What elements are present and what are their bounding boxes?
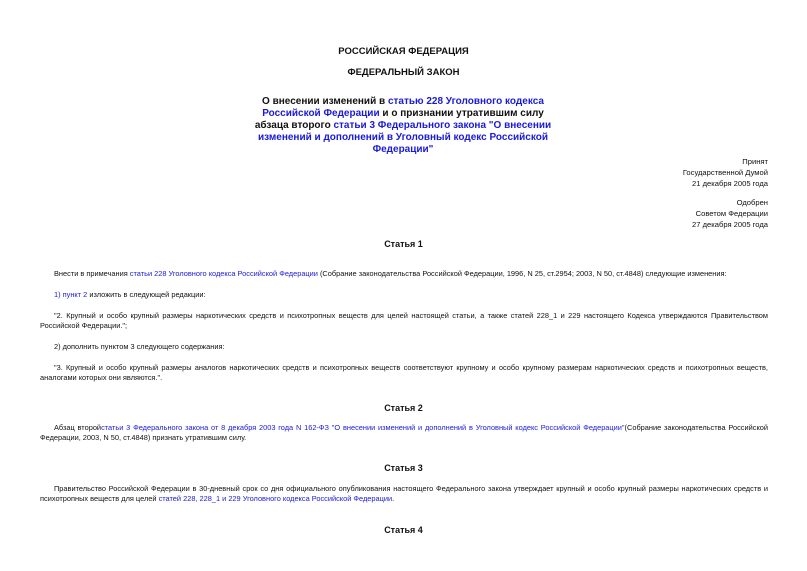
art3-link-articles-228-229[interactable]: статей 228, 228_1 и 229 Уголовного кодекса Российской Федерации (158, 494, 393, 504)
art1-paragraph-item-2: 2) дополнить пунктом 3 следующего содержания: (54, 342, 225, 351)
art1-paragraph-quote-3: "3. Крупный и особо крупный размеры аналогов наркотических средств и психотропных веществ соответствуют крупному и особо крупному размерам наркотических средств и психотропных веществ, аналогами которых они являются.". (40, 363, 768, 383)
article-1-heading: Статья 1 (384, 239, 423, 249)
art1-p1-pre: Внести в примечания (54, 269, 130, 278)
art3-pre: Правительство Российской Федерации в 30-дневный срок со дня официального опубликования настоящего Федерального закона утверждает крупный и особо крупный размеры наркотических средств и психотропных веществ для целей (40, 484, 768, 504)
adopted-line-2: Государственной Думой (682, 168, 768, 177)
art1-paragraph-item-1 (40, 290, 768, 300)
art2-pre: Абзац второй (54, 423, 102, 432)
approved-line-2: Советом Федерации (695, 209, 768, 218)
art1-link-point-2[interactable]: 1) пункт 2 (54, 290, 88, 299)
adopted-line-1: Принят (742, 157, 768, 166)
article-4-heading: Статья 4 (384, 525, 423, 535)
art1-p2-post: изложить в следующей редакции: (87, 290, 206, 299)
art2-link-law-162-fz[interactable]: статьи 3 Федерального закона от 8 декабря 2003 года N 162-ФЗ "О внесении изменений и дополнений в Уголовный кодекс Российской Федерации" (101, 423, 625, 432)
approved-line-3: 27 декабря 2005 года (692, 220, 768, 229)
art1-paragraph-quote-2: "2. Крупный и особо крупный размеры наркотических средств и психотропных веществ для целей настоящей статьи, а также статей 228_1 и 229 настоящего Кодекса утверждаются Правительством Российской Федерации."; (40, 311, 768, 331)
title-text-1: О внесении изменений в (262, 96, 388, 107)
approved-block (692, 197, 768, 230)
article-3-heading: Статья 3 (384, 463, 423, 473)
art1-paragraph-intro (40, 269, 768, 279)
title-text-2: и о признании утратившим силу абзаца второго (254, 108, 544, 131)
doc-type-heading: ФЕДЕРАЛЬНЫЙ ЗАКОН (347, 67, 460, 78)
country-heading: РОССИЙСКАЯ ФЕДЕРАЦИЯ (338, 46, 469, 57)
title-link-article-3[interactable]: статьи 3 Федерального закона "О внесении изменений и дополнений в Уголовный кодекс Российской Федерации" (257, 120, 552, 155)
title-link-article-228[interactable]: статью 228 Уголовного кодекса Российской Федерации (262, 96, 544, 119)
article-2-heading: Статья 2 (384, 403, 423, 413)
art3-paragraph (40, 484, 768, 505)
law-title (253, 96, 553, 156)
art1-p1-post: (Собрание законодательства Российской Федерации, 1996, N 25, ст.2954; 2003, N 50, ст.4848) следующие изменения: (317, 269, 727, 278)
art3-post: . (392, 494, 395, 504)
approved-line-1: Одобрен (736, 198, 768, 207)
art2-paragraph (40, 423, 768, 444)
art1-link-article-228[interactable]: статьи 228 Уголовного кодекса Российской Федерации (129, 269, 318, 278)
adopted-line-3: 21 декабря 2005 года (692, 179, 768, 188)
adopted-block (683, 156, 768, 189)
art2-post: (Собрание законодательства Российской Федерации, 2003, N 50, ст.4848) признать утратившим силу. (40, 423, 769, 443)
